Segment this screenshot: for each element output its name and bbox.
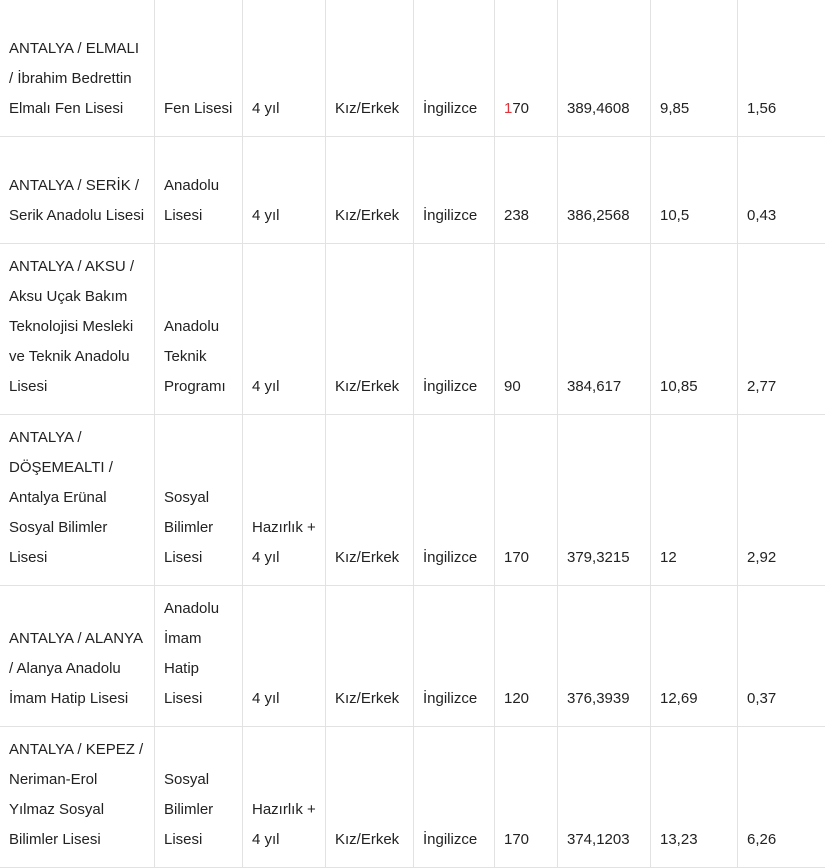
duration-cell: Hazırlık + 4 yıl (243, 727, 326, 868)
quota-first-digit: 1 (504, 100, 512, 117)
last-value-cell: 1,56 (738, 0, 825, 137)
school-type-cell: Anadolu Lisesi (155, 137, 243, 244)
language-cell: İngilizce (414, 586, 495, 727)
table-row (0, 244, 825, 415)
school-type-cell: Fen Lisesi (155, 0, 243, 137)
percentile-cell: 12 (651, 415, 738, 586)
percentile-cell: 10,85 (651, 244, 738, 415)
last-value-cell: 0,43 (738, 137, 825, 244)
quota-cell (495, 0, 558, 137)
school-type-cell: Anadolu Teknik Programı (155, 244, 243, 415)
table-row (0, 586, 825, 727)
percentile-cell: 10,5 (651, 137, 738, 244)
school-name-cell: ANTALYA / DÖŞEMEALTI / Antalya Erünal Sosyal Bilimler Lisesi (0, 415, 155, 586)
table-row (0, 727, 825, 868)
table-row (0, 137, 825, 244)
language-cell: İngilizce (414, 727, 495, 868)
score-cell: 374,1203 (558, 727, 651, 868)
language-cell: İngilizce (414, 244, 495, 415)
gender-cell: Kız/Erkek (326, 137, 414, 244)
gender-cell: Kız/Erkek (326, 727, 414, 868)
percentile-cell: 13,23 (651, 727, 738, 868)
language-cell: İngilizce (414, 0, 495, 137)
percentile-cell: 12,69 (651, 586, 738, 727)
language-cell: İngilizce (414, 137, 495, 244)
last-value-cell: 2,77 (738, 244, 825, 415)
score-cell: 389,4608 (558, 0, 651, 137)
table-row (0, 415, 825, 586)
gender-cell: Kız/Erkek (326, 0, 414, 137)
last-value-cell: 2,92 (738, 415, 825, 586)
language-cell: İngilizce (414, 415, 495, 586)
duration-cell: 4 yıl (243, 586, 326, 727)
school-name-cell: ANTALYA / SERİK / Serik Anadolu Lisesi (0, 137, 155, 244)
quota-cell: 170 (495, 727, 558, 868)
school-name-cell: ANTALYA / ELMALI / İbrahim Bedrettin Elmalı Fen Lisesi (0, 0, 155, 137)
duration-cell: 4 yıl (243, 0, 326, 137)
duration-cell: 4 yıl (243, 137, 326, 244)
score-cell: 386,2568 (558, 137, 651, 244)
school-name-cell: ANTALYA / KEPEZ / Neriman-Erol Yılmaz Sosyal Bilimler Lisesi (0, 727, 155, 868)
school-type-cell: Sosyal Bilimler Lisesi (155, 415, 243, 586)
duration-cell: 4 yıl (243, 244, 326, 415)
school-type-cell: Sosyal Bilimler Lisesi (155, 727, 243, 868)
score-cell: 376,3939 (558, 586, 651, 727)
gender-cell: Kız/Erkek (326, 244, 414, 415)
quota-cell: 238 (495, 137, 558, 244)
table-row (0, 0, 825, 137)
last-value-cell: 6,26 (738, 727, 825, 868)
last-value-cell: 0,37 (738, 586, 825, 727)
school-name-cell: ANTALYA / AKSU / Aksu Uçak Bakım Teknolojisi Mesleki ve Teknik Anadolu Lisesi (0, 244, 155, 415)
score-cell: 379,3215 (558, 415, 651, 586)
school-type-cell: Anadolu İmam Hatip Lisesi (155, 586, 243, 727)
quota-cell: 90 (495, 244, 558, 415)
school-name-cell: ANTALYA / ALANYA / Alanya Anadolu İmam Hatip Lisesi (0, 586, 155, 727)
percentile-cell: 9,85 (651, 0, 738, 137)
quota-cell: 120 (495, 586, 558, 727)
duration-cell: Hazırlık + 4 yıl (243, 415, 326, 586)
quota-rest-digits: 70 (512, 100, 529, 117)
gender-cell: Kız/Erkek (326, 586, 414, 727)
quota-cell: 170 (495, 415, 558, 586)
score-cell: 384,617 (558, 244, 651, 415)
gender-cell: Kız/Erkek (326, 415, 414, 586)
